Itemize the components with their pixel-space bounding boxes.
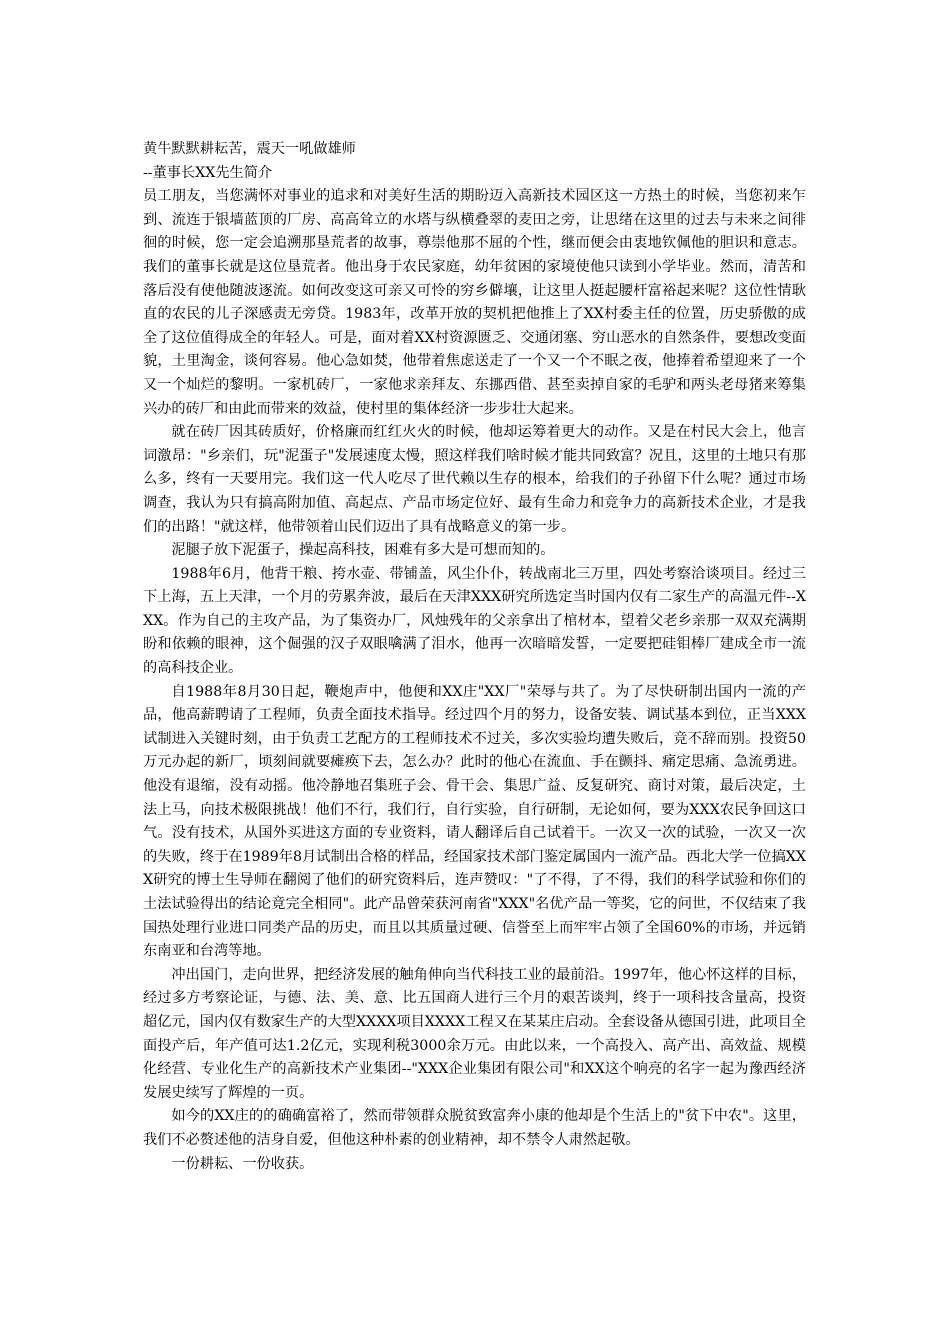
paragraph-today: 如今的XX庄的的确确富裕了，然而带领群众脱贫致富奔小康的他却是个生活上的"贫下中农"。这里，我们不必赘述他的洁身自爱，但他这种朴素的创业精神，却不禁令人肃然起敬。 [143,1108,806,1148]
paragraph-1988-june: 1988年6月，他背干粮、挎水壶、带铺盖，风尘仆仆，转战南北三万里，四处考察洽谈项目。经过三下上海，五上天津，一个月的劳累奔波，最后在天津XXX研究所选定当时国内仅有二家生产的高温元件--XXX。作为自己的主攻产品，为了集资办厂，风烛残年的父亲拿出了棺材本，望着父老乡亲那一双双充满期盼和依赖的眼神，这个倔强的汉子双眼噙满了泪水，他再一次暗暗发誓，一定要把硅钼棒厂建成全市一流的高科技企业。 [143,565,806,677]
paragraph-intro: 员工朋友，当您满怀对事业的追求和对美好生活的期盼迈入高新技术园区这一方热土的时候，当您初来乍到、流连于银墙蓝顶的厂房、高高耸立的水塔与纵横叠翠的麦田之旁，让思绪在这里的过去与未来之间徘徊的时候，您一定会追溯那垦荒者的故事，尊崇他那不屈的个性，继而便会由衷地钦佩他的胆识和意志。我们的董事长就是这位垦荒者。他出身于农民家庭，幼年贫困的家境使他只读到小学毕业。然而，清苦和落后没有使他随波逐流。如何改变这可亲又可怜的穷乡僻壤，让这里人挺起腰杆富裕起来呢？这位性情耿直的农民的儿子深感责无旁贷。1983年，改革开放的契机把他推上了XX村委主任的位置，历史骄傲的成全了这位值得成全的年轻人。可是，面对着XX村资源匮乏、交通闭塞、穷山恶水的自然条件，要想改变面貌，土里淘金，谈何容易。他心急如焚，他带着焦虑送走了一个又一个不眠之夜，他捧着希望迎来了一个又一个灿烂的黎明。一家机砖厂，一家他求亲拜友、东挪西借、甚至卖掉自家的毛驴和两头老母猪来筹集兴办的砖厂和由此而带来的效益，使村里的集体经济一步步壮大起来。 [143,188,806,417]
document-subtitle: --董事长XX先生简介 [143,164,273,181]
paragraph-brick-factory: 就在砖厂因其砖质好，价格廉而红红火火的时候，他却运筹着更大的动作。又是在村民大会上，他言词激昂："乡亲们，玩"泥蛋子"发展速度太慢，照这样我们啥时候才能共同致富？况且，这里的土地只有那么多，终有一天要用完。我们这一代人吃尽了世代赖以生存的根本，给我们的子孙留下什么呢？通过市场调查，我认为只有搞高附加值、高起点、产品市场定位好、最有生命力和竞争力的高新技术企业，才是我们的出路！"就这样，他带领着山民们迈出了具有战略意义的第一步。 [143,424,806,535]
paragraph-1988-august: 自1988年8月30日起，鞭炮声中，他便和XX庄"XX厂"荣辱与共了。为了尽快研制出国内一流的产品，他高薪聘请了工程师，负责全面技术指导。经过四个月的努力，设备安装、调试基本到位，正当XXX试制进入关键时刻，由于负责工艺配方的工程师技术不过关，多次实验均遭失败后，竞不辞而别。投资50万元办起的新厂，顷刻间就要瘫痪下去，怎么办？此时的他心在流血、手在颤抖、痛定思痛、急流勇进。他没有退缩，没有动摇。他冷静地召集班子会、骨干会、集思广益、反复研究、商讨对策，最后决定，土法上马，向技术极限挑战！他们不行，我们行，自行实验，自行研制，无论如何，要为XXX农民争回这口气。没有技术，从国外买进这方面的专业资料，请人翻译后自己试着干。一次又一次的试验，一次又一次的失败，终于在1989年8月试制出合格的样品，经国家技术部门鉴定属国内一流产品。西北大学一位搞XXX研究的博士生导师在翻阅了他们的研究资料后，连声赞叹："了不得，了不得，我们的科学试验和你们的土法试验得出的结论竟完全相同"。此产品曾荣获河南省"XXX"名优产品一等奖，它的问世，不仅结束了我国热处理行业进口同类产品的历史，而且以其质量过硬、信誉至上而牢牢占领了全国60%的市场，并远销东南亚和台湾等地。 [143,683,806,960]
document-body [143,138,806,1176]
paragraph-1997: 冲出国门，走向世界，把经济发展的触角伸向当代科技工业的最前沿。1997年，他心怀这样的目标，经过多方考察论证，与德、法、美、意、比五国商人进行三个月的艰苦谈判，终于一项科技含量高，投资超亿元，国内仅有数家生产的大型XXXX项目XXXX工程又在某某庄启动。全套设备从德国引进，此项目全面投产后，年产值可达1.2亿元，实现利税3000余万元。由此以来，一个高投入、高产出、高效益、规模化经营、专业化生产的高新技术产业集团--"XXX企业集团有限公司"和XX这个响亮的名字一起为豫西经济发展史续写了辉煌的一页。 [143,966,806,1101]
paragraph-high-tech-difficulty: 泥腿子放下泥蛋子，操起高科技，困难有多大是可想而知的。 [171,542,555,559]
document-title: 黄牛默默耕耘苦，震天一吼做雄师 [143,141,356,157]
paragraph-closing: 一份耕耘、一份收获。 [171,1155,314,1172]
